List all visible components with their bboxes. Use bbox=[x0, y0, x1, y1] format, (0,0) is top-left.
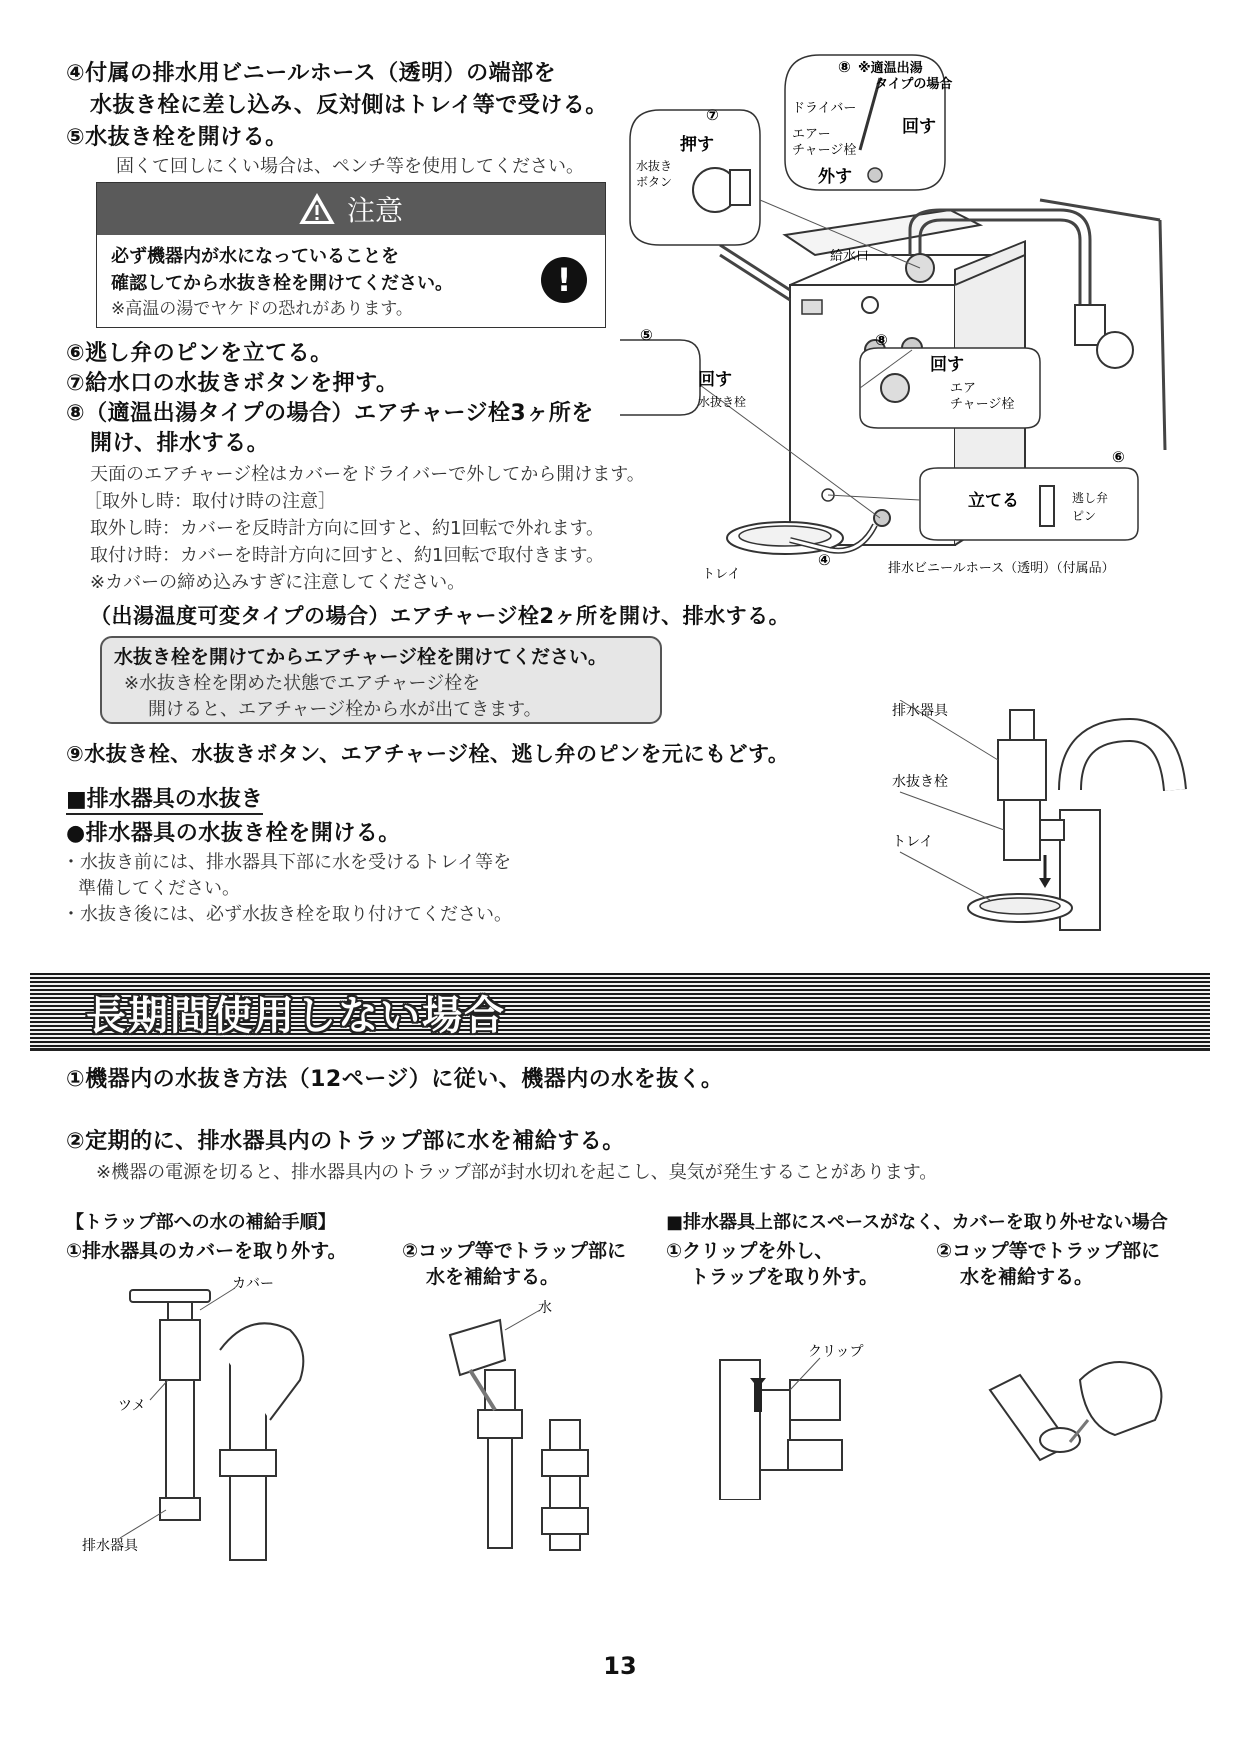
refill-fig-cover: カバー bbox=[232, 1276, 274, 1292]
refill-fig-water: 水 bbox=[538, 1300, 552, 1316]
caution-line3: ※高温の湯でヤケドの恐れがあります。 bbox=[111, 299, 413, 319]
notice-box bbox=[100, 636, 662, 724]
page-number: 13 bbox=[603, 1652, 637, 1680]
drain-note1: ・水抜き前には、排水器具下部に水を受けるトレイ等を bbox=[62, 852, 512, 873]
drain-fig-device: 排水器具 bbox=[892, 703, 948, 719]
refill-fig-tab: ツメ bbox=[118, 1398, 146, 1414]
step-4-line2: 水抜き栓に差し込み、反対側はトレイ等で受ける。 bbox=[90, 93, 608, 118]
drain-bullet: ●排水器具の水抜き栓を開ける。 bbox=[66, 821, 401, 846]
drain-note1b: 準備してください。 bbox=[78, 878, 240, 899]
fig-button2: ボタン bbox=[636, 175, 673, 189]
water-heater-figure bbox=[620, 50, 1180, 590]
refill-fig-clip: クリップ bbox=[808, 1344, 864, 1360]
fig-hose: 排水ビニールホース（透明）（付属品） bbox=[888, 561, 1115, 576]
step-8-variable: （出湯温度可変タイプの場合）エアチャージ栓2ヶ所を開け、排水する。 bbox=[90, 604, 791, 628]
notice-line3: 開けると、エアチャージ栓から水が出てきます。 bbox=[148, 699, 542, 720]
caution-title: 注意 bbox=[346, 194, 403, 227]
fig-remove: 外す bbox=[818, 167, 852, 187]
banner-title: 長期間使用しない場合 bbox=[86, 993, 506, 1039]
long-term-step1: ①機器内の水抜き方法（12ページ）に従い、機器内の水を抜く。 bbox=[66, 1067, 724, 1092]
fig-rotate2: 回す bbox=[698, 370, 732, 390]
fig-drain-plug: 水抜き栓 bbox=[698, 395, 747, 409]
warning-triangle-icon bbox=[299, 193, 335, 225]
fig-air1: エアー bbox=[792, 127, 831, 142]
step-8-note5: ※カバーの締め込みすぎに注意してください。 bbox=[90, 572, 466, 593]
drain-note2: ・水抜き後には、必ず水抜き栓を取り付けてください。 bbox=[62, 904, 512, 925]
step-9: ⑨水抜き栓、水抜きボタン、エアチャージ栓、逃し弁のピンを元にもどす。 bbox=[66, 742, 790, 766]
step-5-note: 固くて回しにくい場合は、ペンチ等を使用してください。 bbox=[116, 156, 584, 177]
fig-relief2: ピン bbox=[1072, 509, 1097, 523]
fig-n8-mid: ⑧ bbox=[875, 331, 888, 349]
notice-line1: 水抜き栓を開けてからエアチャージ栓を開けてください。 bbox=[114, 646, 608, 668]
fig-button1: 水抜き bbox=[636, 159, 673, 173]
long-term-step2: ②定期的に、排水器具内のトラップ部に水を補給する。 bbox=[66, 1129, 625, 1154]
fig-n6: ⑥ bbox=[1112, 448, 1125, 466]
refill-right-step1a: ①クリップを外し、 bbox=[666, 1240, 834, 1262]
refill-figure-clip bbox=[700, 1340, 900, 1500]
fig-air-b: チャージ栓 bbox=[950, 397, 1015, 412]
refill-figure-cover bbox=[70, 1270, 360, 1570]
step-8-note4: 取付け時：カバーを時計方向に回すと、約1回転で取付きます。 bbox=[90, 545, 605, 566]
refill-right-step2a: ②コップ等でトラップ部に bbox=[936, 1240, 1160, 1262]
fig-n7: ⑦ bbox=[706, 106, 719, 124]
refill-figure-water bbox=[430, 1300, 630, 1560]
step-4-line1: ④付属の排水用ビニールホース（透明）の端部を bbox=[66, 61, 557, 86]
refill-left-step1: ①排水器具のカバーを取り外す。 bbox=[66, 1240, 347, 1262]
step-8-line1: ⑧（適温出湯タイプの場合）エアチャージ栓3ヶ所を bbox=[66, 401, 594, 426]
fig-push: 押す bbox=[680, 135, 714, 155]
fig-n8-note2: タイプの場合 bbox=[875, 77, 953, 92]
fig-rotate3: 回す bbox=[930, 355, 964, 375]
step-7: ⑦給水口の水抜きボタンを押す。 bbox=[66, 371, 399, 396]
step-8-note1: 天面のエアチャージ栓はカバーをドライバーで外してから開けます。 bbox=[90, 464, 645, 485]
step-5: ⑤水抜き栓を開ける。 bbox=[66, 125, 288, 150]
refill-right-heading: ■排水器具上部にスペースがなく、カバーを取り外せない場合 bbox=[666, 1212, 1168, 1233]
refill-left-heading: 【トラップ部への水の補給手順】 bbox=[66, 1212, 336, 1233]
drain-fig-tray: トレイ bbox=[892, 834, 934, 850]
refill-right-step1b: トラップを取り外す。 bbox=[690, 1266, 879, 1288]
step-8-note3: 取外し時：カバーを反時計方向に回すと、約1回転で外れます。 bbox=[90, 518, 605, 539]
fig-air-a: エア bbox=[950, 381, 977, 396]
fig-n4: ④ bbox=[818, 551, 831, 569]
banner-rule bbox=[30, 1048, 1210, 1051]
refill-figure-trap bbox=[980, 1350, 1180, 1490]
step-6: ⑥逃し弁のピンを立てる。 bbox=[66, 341, 333, 366]
long-term-step2-note: ※機器の電源を切ると、排水器具内のトラップ部が封水切れを起こし、臭気が発生することがあります。 bbox=[96, 1162, 938, 1183]
caution-line1: 必ず機器内が水になっていることを bbox=[111, 246, 399, 267]
step-8-note2: ［取外し時：取付け時の注意］ bbox=[84, 491, 336, 512]
caution-line2: 確認してから水抜き栓を開けてください。 bbox=[111, 273, 453, 294]
caution-header bbox=[97, 183, 605, 235]
refill-right-step2b: 水を補給する。 bbox=[960, 1266, 1094, 1288]
fig-relief1: 逃し弁 bbox=[1072, 491, 1109, 505]
drain-section-heading: ■排水器具の水抜き bbox=[66, 782, 263, 815]
fig-stand: 立てる bbox=[968, 491, 1019, 511]
caution-box bbox=[96, 182, 606, 328]
fig-rotate: 回す bbox=[902, 117, 936, 137]
refill-left-step2b: 水を補給する。 bbox=[426, 1266, 560, 1288]
exclamation-icon: ! bbox=[541, 257, 587, 303]
refill-fig-device: 排水器具 bbox=[82, 1538, 138, 1554]
fig-tray: トレイ bbox=[702, 567, 741, 582]
fig-n5: ⑤ bbox=[640, 326, 653, 344]
fig-driver: ドライバー bbox=[792, 101, 857, 116]
fig-n8-note1: ※適温出湯 bbox=[858, 61, 923, 76]
fig-air2: チャージ栓 bbox=[792, 143, 857, 158]
fig-inlet: 給水口 bbox=[830, 249, 870, 264]
drain-fig-plug: 水抜き栓 bbox=[892, 774, 948, 790]
drain-device-figure bbox=[880, 700, 1200, 940]
notice-line2: ※水抜き栓を閉めた状態でエアチャージ栓を bbox=[124, 673, 481, 694]
refill-left-step2a: ②コップ等でトラップ部に bbox=[402, 1240, 626, 1262]
step-8-line2: 開け、排水する。 bbox=[90, 431, 270, 456]
fig-n8-top: ⑧ bbox=[838, 58, 851, 76]
